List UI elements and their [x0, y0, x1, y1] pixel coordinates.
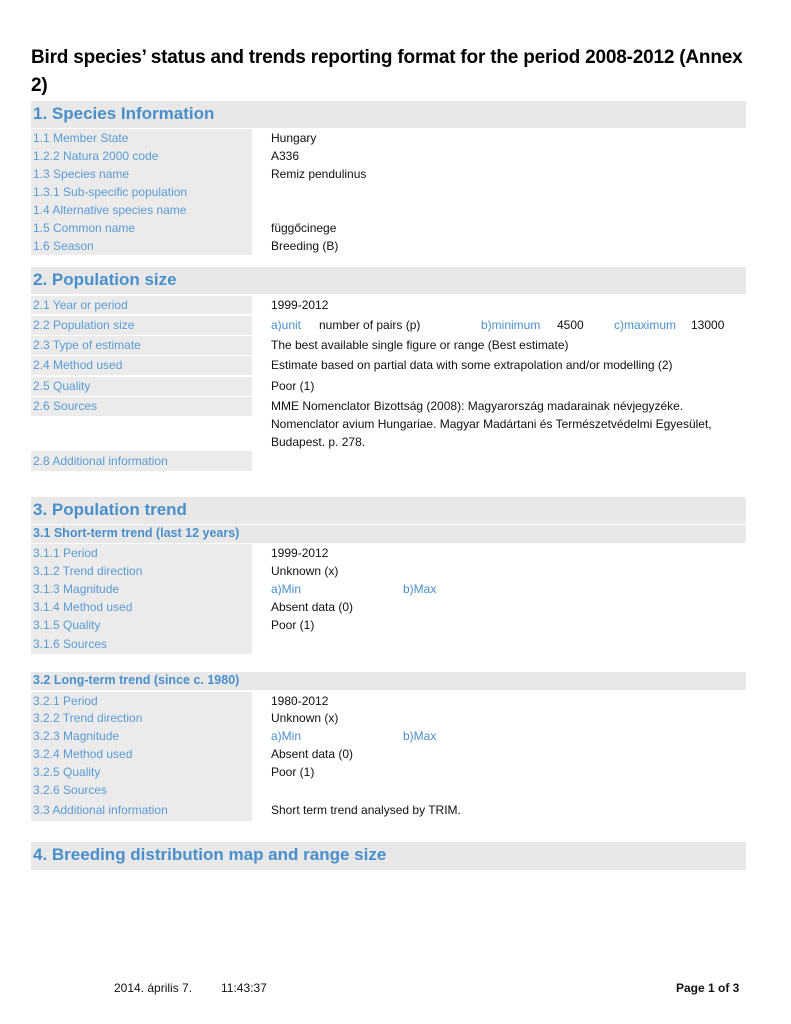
- label-species-name: 1.3 Species name: [31, 165, 252, 183]
- minimum-label: b)minimum: [481, 318, 541, 332]
- label-natura-code: 1.2.2 Natura 2000 code: [31, 147, 252, 165]
- maximum-value: 13000: [691, 318, 725, 332]
- label-common-name: 1.5 Common name: [31, 219, 252, 237]
- section-species-information: [31, 101, 746, 128]
- label-long-magnitude: 3.2.3 Magnitude: [31, 727, 252, 745]
- maximum-label: c)maximum: [614, 318, 676, 332]
- value-common-name: függőcinege: [271, 221, 337, 235]
- subsection-long-term-trend: [31, 672, 746, 690]
- label-long-period: 3.2.1 Period: [31, 692, 252, 710]
- unit-value: number of pairs (p): [319, 318, 421, 332]
- label-year-or-period: 2.1 Year or period: [31, 296, 252, 314]
- subsection-heading: 3.1 Short-term trend (last 12 years): [33, 526, 240, 540]
- label-quality: 2.5 Quality: [31, 377, 252, 396]
- value-quality: Poor (1): [271, 379, 315, 393]
- section-heading: 3. Population trend: [33, 500, 187, 519]
- footer-page-number: Page 1 of 3: [676, 981, 740, 995]
- value-season: Breeding (B): [271, 239, 339, 253]
- section-heading: 1. Species Information: [33, 104, 215, 123]
- label-long-method-used: 3.2.4 Method used: [31, 745, 252, 763]
- value-member-state: Hungary: [271, 131, 317, 145]
- footer-date: 2014. április 7.: [114, 981, 193, 995]
- section-population-size: [31, 267, 746, 294]
- value-short-trend-direction: Unknown (x): [271, 564, 339, 578]
- label-short-quality: 3.1.5 Quality: [31, 616, 252, 634]
- subsection-short-term-trend: [31, 525, 746, 543]
- short-magnitude-max-label: b)Max: [403, 582, 437, 596]
- section-heading: 2. Population size: [33, 270, 177, 289]
- value-short-quality: Poor (1): [271, 618, 315, 632]
- value-sources: MME Nomenclator Bizottság (2008): Magyarország madarainak névjegyzéke. Nomenclator avium Hungariae. Magyar Madártani és Természetvédelmi Egyesület, Budapest. p. 278.: [271, 399, 712, 449]
- value-long-trend-direction: Unknown (x): [271, 711, 339, 725]
- long-magnitude-max-label: b)Max: [403, 729, 437, 743]
- value-long-period: 1980-2012: [271, 694, 329, 708]
- label-sources: 2.6 Sources: [31, 397, 252, 416]
- minimum-value: 4500: [557, 318, 584, 332]
- label-method-used: 2.4 Method used: [31, 356, 252, 375]
- long-magnitude-min-label: a)Min: [271, 729, 302, 743]
- label-short-method-used: 3.1.4 Method used: [31, 598, 252, 616]
- label-sub-specific-population: 1.3.1 Sub-specific population: [31, 183, 252, 201]
- page-title: Bird species’ status and trends reporting format for the period 2008-2012 (Annex 2): [31, 47, 743, 96]
- section-population-trend: [31, 497, 746, 524]
- label-long-sources: 3.2.6 Sources: [31, 781, 252, 799]
- value-short-period: 1999-2012: [271, 546, 329, 560]
- value-natura-code: A336: [271, 149, 300, 163]
- label-short-magnitude: 3.1.3 Magnitude: [31, 580, 252, 598]
- section-heading: 4. Breeding distribution map and range size: [33, 845, 387, 864]
- label-long-quality: 3.2.5 Quality: [31, 763, 252, 781]
- label-additional-information: 2.8 Additional information: [31, 451, 252, 471]
- label-short-trend-direction: 3.1.2 Trend direction: [31, 562, 252, 580]
- value-method-used: Estimate based on partial data with some extrapolation and/or modelling (2): [271, 358, 673, 372]
- short-magnitude-min-label: a)Min: [271, 582, 302, 596]
- unit-label: a)unit: [271, 318, 302, 332]
- label-short-period: 3.1.1 Period: [31, 544, 252, 562]
- label-season: 1.6 Season: [31, 237, 252, 255]
- footer-time: 11:43:37: [221, 981, 267, 995]
- value-short-method-used: Absent data (0): [271, 600, 354, 614]
- value-species-name: Remiz pendulinus: [271, 167, 367, 181]
- value-year-or-period: 1999-2012: [271, 298, 329, 312]
- label-type-of-estimate: 2.3 Type of estimate: [31, 336, 252, 355]
- value-long-method-used: Absent data (0): [271, 747, 354, 761]
- value-long-quality: Poor (1): [271, 765, 315, 779]
- label-long-trend-direction: 3.2.2 Trend direction: [31, 709, 252, 727]
- section-breeding-distribution: [31, 842, 746, 870]
- value-trend-additional-information: Short term trend analysed by TRIM.: [271, 803, 461, 817]
- label-alternative-species-name: 1.4 Alternative species name: [31, 201, 252, 219]
- label-trend-additional-information: 3.3 Additional information: [31, 799, 252, 821]
- subsection-heading: 3.2 Long-term trend (since c. 1980): [33, 673, 240, 687]
- label-short-sources: 3.1.6 Sources: [31, 634, 252, 654]
- label-population-size: 2.2 Population size: [31, 316, 252, 335]
- value-type-of-estimate: The best available single figure or range (Best estimate): [271, 338, 569, 352]
- label-member-state: 1.1 Member State: [31, 129, 252, 147]
